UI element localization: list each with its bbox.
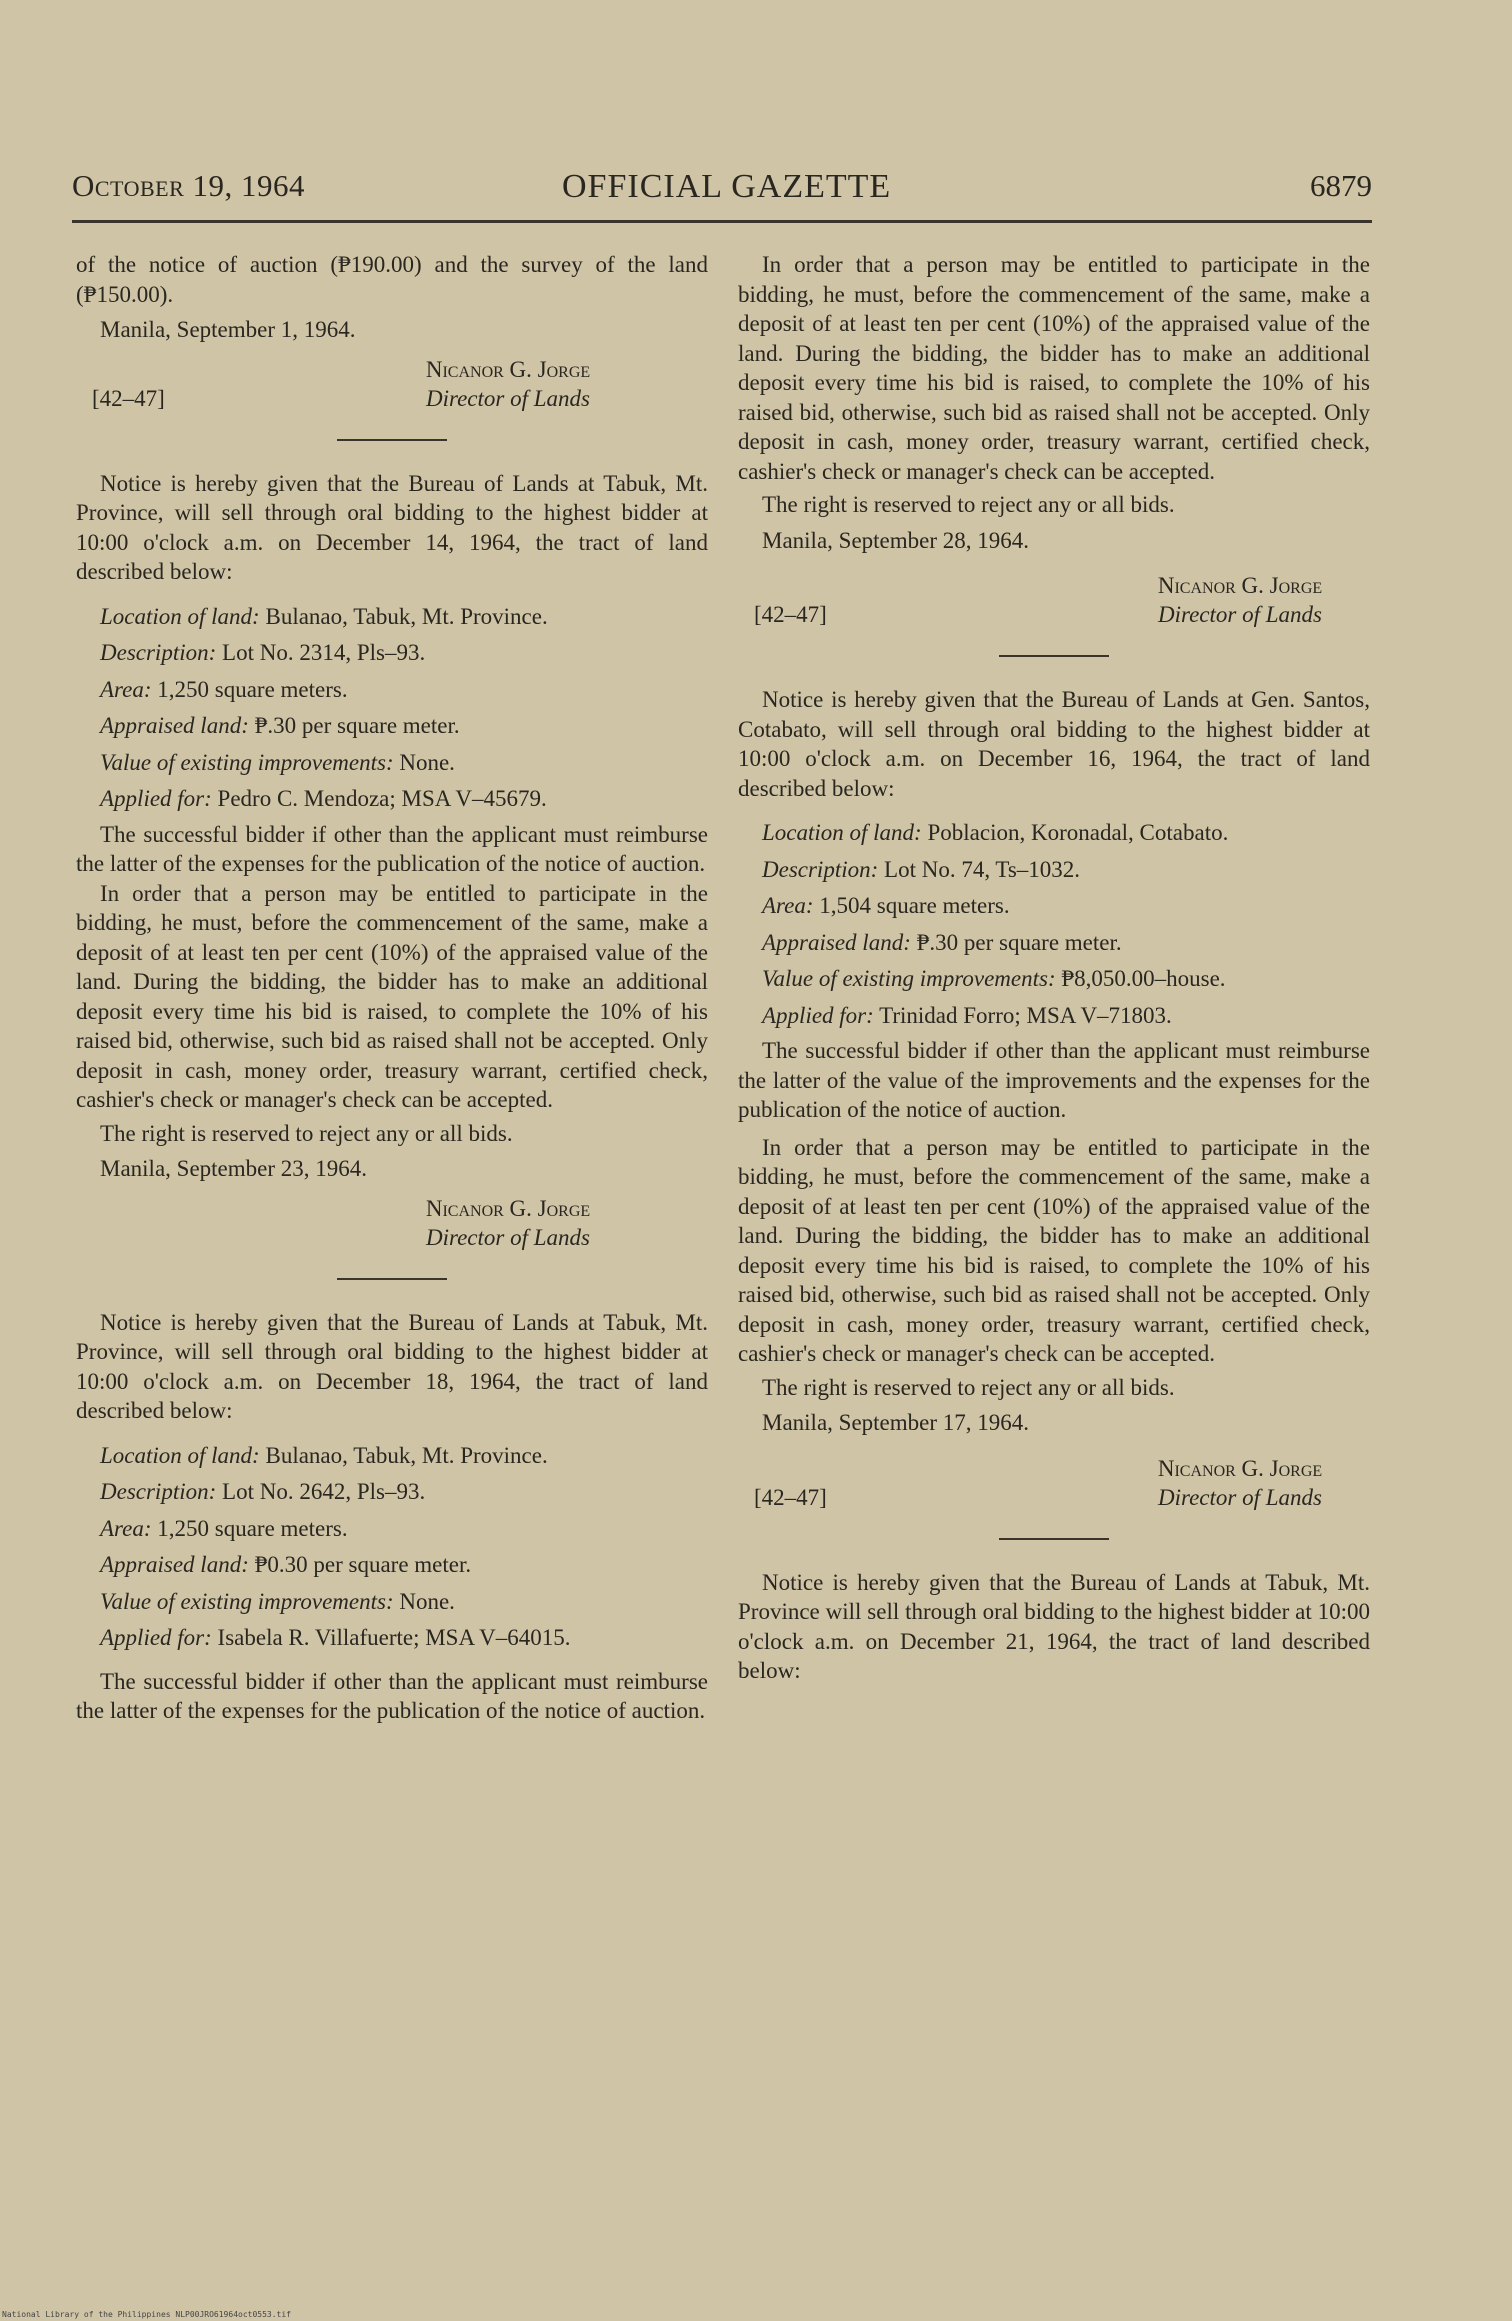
applied-label: Applied for: xyxy=(762,1002,874,1028)
improvements-label: Value of existing improvements: xyxy=(762,966,1056,991)
signature-block xyxy=(738,571,1370,629)
signature-block xyxy=(76,355,708,413)
right-column xyxy=(738,250,1370,1686)
location-label: Location of land: xyxy=(100,603,260,629)
area-line xyxy=(738,891,1370,921)
reimburse-text: The successful bidder if other than the applicant must reimburse the latter of the value of the improvements and the expenses for the publication of the notice of auction. xyxy=(738,1038,1370,1122)
deposit-text: In order that a person may be entitled to participate in the bidding, he must, before the commencement of the same, make a deposit of at least ten per cent (10%) of the appraised value of the land. During the bidding, the bidder has to make an additional deposit every time his bid is raised, to complete the 10% of his raised bid, otherwise, such bid as raised shall not be accepted. Only deposit in cash, money order, treasury warrant, certified check, cashier's check or manager's check can be accepted. xyxy=(738,1134,1370,1366)
signatory-title: Director of Lands xyxy=(1158,1484,1322,1510)
applied-value: Isabela R. Villafuerte; MSA V–64015. xyxy=(211,1625,571,1650)
location-line xyxy=(738,818,1370,848)
reference-number: [42–47] xyxy=(754,1484,827,1510)
location-value: Bulanao, Tabuk, Mt. Province. xyxy=(259,1442,548,1468)
reserve-text: The right is reserved to reject any or all bids. xyxy=(762,492,1175,517)
area-line xyxy=(76,675,708,705)
improvements-line xyxy=(76,748,708,778)
description-line xyxy=(738,855,1370,885)
applied-line xyxy=(76,784,708,814)
notice-intro: Notice is hereby given that the Bureau of Lands at Tabuk, Mt. Province will sell through oral bidding to the highest bidder at 10:00 o'clock a.m. on December 21, 1964, the tract of land described below: xyxy=(738,1569,1370,1683)
notice-block xyxy=(738,685,1370,1512)
description-label: Description: xyxy=(100,640,217,665)
improvements-line xyxy=(738,964,1370,994)
dateline: Manila, September 28, 1964. xyxy=(762,527,1030,553)
description-value: Lot No. 2314, Pls–93. xyxy=(216,640,426,665)
scan-footer-note: National Library of the Philippines NLP00JRO61964oct0553.tif xyxy=(2,2310,291,2319)
applied-label: Applied for: xyxy=(100,786,212,811)
description-line xyxy=(76,638,708,668)
location-label: Location of land: xyxy=(762,820,922,845)
area-value: 1,250 square meters. xyxy=(151,676,348,702)
section-divider xyxy=(337,1278,447,1280)
reserve-text: The right is reserved to reject any or all bids. xyxy=(100,1120,513,1146)
notice-block xyxy=(76,1308,708,1726)
header-page-number: 6879 xyxy=(1310,168,1372,203)
area-value: 1,504 square meters. xyxy=(813,893,1010,918)
reference-number: [42–47] xyxy=(92,385,165,411)
signatory-name: Nicanor G. Jorge xyxy=(425,1195,591,1221)
description-value: Lot No. 2642, Pls–93. xyxy=(216,1479,426,1504)
description-label: Description: xyxy=(100,1479,217,1504)
appraised-label: Appraised land: xyxy=(100,1552,249,1577)
area-label: Area: xyxy=(762,893,814,918)
deposit-text: In order that a person may be entitled to participate in the bidding, he must, before the commencement of the same, make a deposit of at least ten per cent (10%) of the appraised value of the land. During the bidding, the bidder has to make an additional deposit every time his bid is raised, to complete the 10% of his raised bid, otherwise, such bid as raised shall not be accepted. Only deposit in cash, money order, treasury warrant, certified check, cashier's check or manager's check can be accepted. xyxy=(76,880,708,1112)
continued-text: of the notice of auction (₱190.00) and the survey of the land (₱150.00). xyxy=(76,252,708,307)
appraised-value: ₱0.30 per square meter. xyxy=(248,1552,472,1577)
appraised-value: ₱.30 per square meter. xyxy=(910,929,1122,955)
notice-intro: Notice is hereby given that the Bureau of Lands at Tabuk, Mt. Province, will sell through oral bidding to the highest bidder at 10:00 o'clock a.m. on December 18, 1964, the tract of land described below: xyxy=(76,1309,708,1423)
improvements-value: None. xyxy=(393,749,455,775)
location-label: Location of land: xyxy=(100,1442,260,1468)
area-label: Area: xyxy=(100,676,152,702)
signature-block xyxy=(738,1454,1370,1512)
signature-block xyxy=(76,1194,708,1252)
dateline: Manila, September 23, 1964. xyxy=(100,1156,368,1181)
improvements-value: ₱8,050.00–house. xyxy=(1055,966,1226,991)
location-value: Poblacion, Koronadal, Cotabato. xyxy=(921,820,1229,845)
applied-line xyxy=(738,1001,1370,1031)
applied-value: Trinidad Forro; MSA V–71803. xyxy=(873,1002,1172,1028)
reimburse-text: The successful bidder if other than the applicant must reimburse the latter of the expenses for the publication of the notice of auction. xyxy=(76,821,708,876)
reimburse-text: The successful bidder if other than the applicant must reimburse the latter of the expenses for the publication of the notice of auction. xyxy=(76,1668,708,1723)
description-label: Description: xyxy=(762,856,879,882)
notice-intro: Notice is hereby given that the Bureau of Lands at Tabuk, Mt. Province, will sell through oral bidding to the highest bidder at 10:00 o'clock a.m. on December 14, 1964, the tract of land described below: xyxy=(76,470,708,584)
signatory-name: Nicanor G. Jorge xyxy=(425,356,591,382)
area-value: 1,250 square meters. xyxy=(151,1515,348,1541)
location-line xyxy=(76,602,708,632)
improvements-line xyxy=(76,1587,708,1617)
signatory-title: Director of Lands xyxy=(426,1224,590,1250)
signatory-title: Director of Lands xyxy=(426,385,590,411)
section-divider xyxy=(337,439,447,441)
improvements-value: None. xyxy=(393,1588,455,1614)
appraised-line xyxy=(76,1550,708,1580)
applied-line xyxy=(76,1623,708,1653)
signatory-name: Nicanor G. Jorge xyxy=(1157,1455,1323,1481)
header-title: OFFICIAL GAZETTE xyxy=(562,168,892,205)
dateline: Manila, September 1, 1964. xyxy=(100,317,356,342)
left-column xyxy=(76,250,708,1726)
reference-number: [42–47] xyxy=(754,602,827,627)
header-date: October 19, 1964 xyxy=(72,168,306,203)
section-divider xyxy=(999,1538,1109,1540)
notice-block xyxy=(76,469,708,1252)
deposit-text: In order that a person may be entitled to participate in the bidding, he must, before the commencement of the same, make a deposit of at least ten per cent (10%) of the appraised value of the land. During the bidding, the bidder has to make an additional deposit every time his bid is raised, to complete the 10% of his raised bid, otherwise, such bid as raised shall not be accepted. Only deposit in cash, money order, treasury warrant, certified check, cashier's check or manager's check can be accepted. xyxy=(738,252,1370,484)
notice-block xyxy=(738,1568,1370,1686)
description-line xyxy=(76,1477,708,1507)
area-label: Area: xyxy=(100,1515,152,1541)
improvements-label: Value of existing improvements: xyxy=(100,1588,394,1614)
appraised-label: Appraised land: xyxy=(762,929,911,955)
header-rule xyxy=(72,220,1372,223)
area-line xyxy=(76,1514,708,1544)
improvements-label: Value of existing improvements: xyxy=(100,749,394,775)
applied-value: Pedro C. Mendoza; MSA V–45679. xyxy=(211,786,547,811)
location-value: Bulanao, Tabuk, Mt. Province. xyxy=(259,603,548,629)
appraised-line xyxy=(76,711,708,741)
dateline: Manila, September 17, 1964. xyxy=(762,1410,1030,1435)
description-value: Lot No. 74, Ts–1032. xyxy=(878,856,1081,882)
appraised-line xyxy=(738,928,1370,958)
reserve-text: The right is reserved to reject any or all bids. xyxy=(762,1374,1175,1400)
appraised-label: Appraised land: xyxy=(100,713,249,738)
signatory-name: Nicanor G. Jorge xyxy=(1157,573,1323,598)
location-line xyxy=(76,1441,708,1471)
appraised-value: ₱.30 per square meter. xyxy=(248,713,460,738)
section-divider xyxy=(999,655,1109,657)
applied-label: Applied for: xyxy=(100,1625,212,1650)
notice-intro: Notice is hereby given that the Bureau of Lands at Gen. Santos, Cotabato, will sell through oral bidding to the highest bidder at 10:00 o'clock a.m. on December 16, 1964, the tract of land described below: xyxy=(738,687,1370,801)
signatory-title: Director of Lands xyxy=(1158,602,1322,627)
page-header xyxy=(72,168,1372,212)
